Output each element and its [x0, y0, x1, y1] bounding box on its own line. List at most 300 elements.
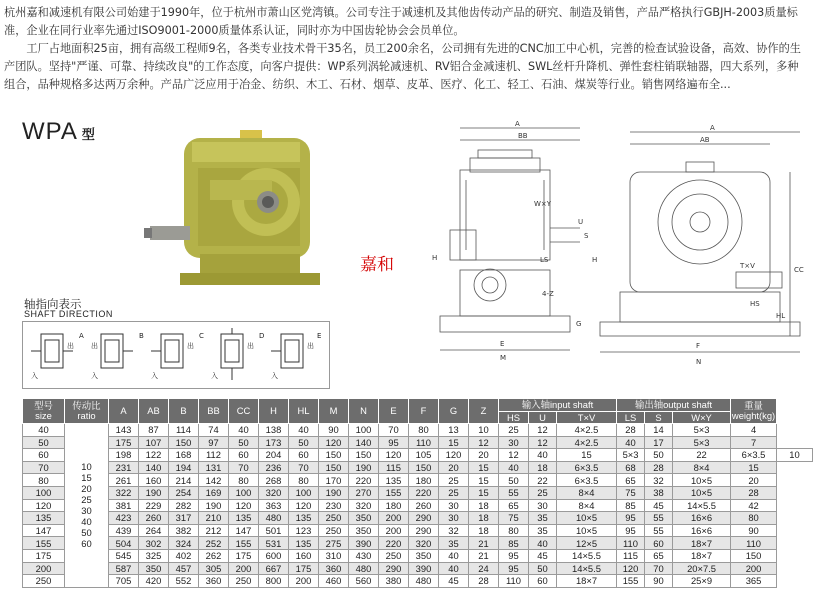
table-cell: 40: [617, 436, 645, 449]
table-cell: 381: [109, 499, 139, 512]
table-cell: 120: [289, 499, 319, 512]
ratio-value: 15: [81, 472, 92, 484]
table-cell: 70: [379, 424, 409, 437]
shaft-out-c: 出: [187, 342, 194, 350]
ratio-header: 传动比 ratio: [65, 399, 109, 424]
table-cell: 667: [259, 562, 289, 575]
table-cell: 70: [289, 461, 319, 474]
table-cell: 363: [259, 499, 289, 512]
table-row: [23, 449, 813, 462]
table-cell: 261: [109, 474, 139, 487]
table-cell: 30: [439, 512, 469, 525]
table-cell: 85: [617, 499, 645, 512]
table-cell: 190: [349, 461, 379, 474]
table-cell: 200: [379, 512, 409, 525]
model-suffix: 型: [81, 127, 96, 142]
table-cell: 160: [139, 474, 169, 487]
table-cell: 120: [617, 562, 645, 575]
table-cell: 122: [139, 449, 169, 462]
table-cell: 18: [469, 524, 499, 537]
table-row: [23, 512, 813, 525]
company-intro: [4, 4, 809, 94]
table-cell: 220: [409, 486, 439, 499]
table-cell: 35: [439, 537, 469, 550]
table-cell: 290: [379, 562, 409, 575]
table-row: [23, 486, 813, 499]
table-row: [23, 436, 813, 449]
table-cell: 531: [259, 537, 289, 550]
shaft-diagram-e: [271, 332, 321, 380]
intro-paragraph-1: 杭州嘉和减速机有限公司始建于1990年，位于杭州市萧山区党湾镇。公司专注于减速机及其他齿传动产品的研究、制造及销售，产品严格执行GBJH-2003质量标准，企业在同行业率先通过ISO9001-2000质量体系认证，同时亦为中国齿轮协会会员单位。: [4, 6, 798, 37]
table-cell: 15: [439, 436, 469, 449]
table-cell: 18: [469, 512, 499, 525]
table-cell: 250: [23, 575, 65, 588]
table-row: [23, 537, 813, 550]
table-row: [23, 499, 813, 512]
shaft-letter-c: C: [199, 332, 204, 340]
table-cell: 35: [529, 524, 557, 537]
table-cell: 150: [169, 436, 199, 449]
weight-header: 重量 weight(kg): [731, 399, 777, 424]
table-cell: 390: [349, 537, 379, 550]
table-cell: 325: [139, 549, 169, 562]
table-cell: 200: [289, 575, 319, 588]
shaft-out-d: 出: [247, 342, 254, 350]
table-cell: 40: [439, 562, 469, 575]
ratio-list-cell: [65, 424, 109, 588]
table-cell: 123: [289, 524, 319, 537]
ratio-value: 40: [81, 516, 92, 528]
table-cell: 90: [731, 524, 777, 537]
shaft-direction-diagram: [22, 321, 330, 389]
table-cell: 10×5: [557, 512, 617, 525]
table-cell: 175: [229, 549, 259, 562]
front-label-4z: 4-Z: [542, 290, 554, 298]
table-cell: 68: [617, 461, 645, 474]
table-cell: 200: [229, 562, 259, 575]
table-cell: 100: [349, 424, 379, 437]
table-cell: 552: [169, 575, 199, 588]
table-cell: 100: [289, 486, 319, 499]
table-cell: 250: [319, 524, 349, 537]
table-cell: 382: [169, 524, 199, 537]
table-cell: 150: [731, 549, 777, 562]
shaft-diagram-a: [31, 332, 84, 380]
table-cell: 80: [731, 512, 777, 525]
table-cell: 169: [199, 486, 229, 499]
table-cell: 190: [199, 499, 229, 512]
table-cell: 420: [139, 575, 169, 588]
table-cell: 120: [319, 436, 349, 449]
table-cell: 250: [319, 512, 349, 525]
ratio-value: 25: [81, 494, 92, 506]
table-cell: 55: [499, 486, 529, 499]
table-row: [23, 575, 813, 588]
table-cell: 40: [23, 424, 65, 437]
table-cell: 30: [529, 499, 557, 512]
side-label-hs: HS: [750, 300, 760, 308]
table-cell: 220: [379, 537, 409, 550]
table-cell: 80: [499, 524, 529, 537]
table-cell: 260: [139, 512, 169, 525]
table-row: [23, 562, 813, 575]
table-cell: 4×2.5: [557, 424, 617, 437]
table-cell: 60: [289, 449, 319, 462]
table-cell: 115: [379, 461, 409, 474]
shaft-diagram-d: [211, 328, 264, 380]
shaft-letter-b: B: [139, 332, 144, 340]
table-cell: 175: [289, 562, 319, 575]
table-cell: 173: [259, 436, 289, 449]
table-cell: 155: [617, 575, 645, 588]
table-cell: 212: [199, 524, 229, 537]
table-cell: 18×7: [673, 537, 731, 550]
front-label-ls: LS: [540, 256, 549, 264]
table-row: [23, 424, 813, 437]
table-cell: 40: [499, 461, 529, 474]
table-cell: 150: [319, 449, 349, 462]
table-cell: 18×7: [673, 549, 731, 562]
table-cell: 305: [199, 562, 229, 575]
table-cell: 16×6: [673, 512, 731, 525]
col-header: N: [349, 399, 379, 424]
col-header: AB: [139, 399, 169, 424]
table-cell: 50: [289, 436, 319, 449]
table-cell: 150: [409, 461, 439, 474]
table-cell: 5×3: [617, 449, 645, 462]
table-cell: 12: [529, 436, 557, 449]
table-cell: 135: [23, 512, 65, 525]
table-cell: 75: [499, 512, 529, 525]
shaft-direction-title: 轴指向表示: [24, 297, 82, 311]
shaft-out-e: 出: [307, 342, 314, 350]
table-cell: 110: [731, 537, 777, 550]
col-header: M: [319, 399, 349, 424]
table-cell: 10: [777, 449, 813, 462]
table-cell: 7: [731, 436, 777, 449]
table-cell: 170: [319, 474, 349, 487]
table-cell: 95: [617, 524, 645, 537]
table-cell: 50: [23, 436, 65, 449]
table-cell: 8×4: [557, 499, 617, 512]
table-cell: 198: [109, 449, 139, 462]
table-cell: 140: [349, 436, 379, 449]
table-cell: 310: [319, 549, 349, 562]
table-cell: 80: [23, 474, 65, 487]
table-cell: 423: [109, 512, 139, 525]
shaft-diagram-c: [151, 332, 204, 380]
table-cell: 350: [409, 549, 439, 562]
table-cell: 15: [469, 486, 499, 499]
front-label-m: M: [500, 354, 507, 362]
table-cell: 322: [109, 486, 139, 499]
table-row: [23, 461, 813, 474]
table-cell: 105: [409, 449, 439, 462]
table-cell: 13: [439, 424, 469, 437]
table-cell: 85: [499, 537, 529, 550]
table-cell: 275: [319, 537, 349, 550]
table-cell: 200: [731, 562, 777, 575]
table-cell: 15: [731, 461, 777, 474]
table-cell: 65: [499, 499, 529, 512]
col-header: BB: [199, 399, 229, 424]
table-cell: 22: [673, 449, 731, 462]
table-cell: 560: [349, 575, 379, 588]
table-cell: 402: [169, 549, 199, 562]
shaft-letter-a: A: [79, 332, 84, 340]
table-cell: 380: [379, 575, 409, 588]
table-cell: 25×9: [673, 575, 731, 588]
ratio-value: 30: [81, 505, 92, 517]
table-cell: 18×7: [557, 575, 617, 588]
table-cell: 50: [645, 449, 673, 462]
side-view-drawing: [590, 122, 812, 368]
shaft-in-d: 入: [211, 372, 218, 380]
size-header: 型号 size: [23, 399, 65, 424]
col-header: E: [379, 399, 409, 424]
table-cell: 110: [499, 575, 529, 588]
table-cell: 74: [199, 424, 229, 437]
table-cell: 143: [109, 424, 139, 437]
table-cell: 50: [229, 436, 259, 449]
table-cell: 97: [199, 436, 229, 449]
table-cell: 110: [617, 537, 645, 550]
table-cell: 32: [439, 524, 469, 537]
table-cell: 20: [469, 449, 499, 462]
ratio-value: 10: [81, 461, 92, 473]
table-cell: 194: [169, 461, 199, 474]
table-cell: 131: [199, 461, 229, 474]
output-col-header: S: [645, 412, 673, 424]
table-header-row-1: [23, 399, 813, 412]
table-cell: 65: [645, 549, 673, 562]
table-cell: 317: [169, 512, 199, 525]
table-cell: 20: [439, 461, 469, 474]
side-label-n: N: [696, 358, 702, 366]
table-cell: 18: [469, 499, 499, 512]
table-cell: 5×3: [673, 436, 731, 449]
table-cell: 55: [645, 512, 673, 525]
table-cell: 95: [379, 436, 409, 449]
side-label-f: F: [696, 342, 701, 350]
table-cell: 80: [409, 424, 439, 437]
ratio-value: 60: [81, 538, 92, 550]
table-cell: 55: [645, 524, 673, 537]
front-label-u: U: [578, 218, 584, 226]
table-cell: 40: [439, 549, 469, 562]
table-cell: 254: [169, 486, 199, 499]
table-cell: 25: [499, 424, 529, 437]
table-cell: 28: [731, 486, 777, 499]
col-header: H: [259, 399, 289, 424]
table-cell: 90: [645, 575, 673, 588]
table-cell: 155: [379, 486, 409, 499]
table-cell: 60: [645, 537, 673, 550]
table-cell: 15: [557, 449, 617, 462]
table-cell: 10: [469, 424, 499, 437]
table-cell: 320: [349, 499, 379, 512]
table-cell: 40: [289, 424, 319, 437]
table-cell: 545: [109, 549, 139, 562]
table-cell: 135: [229, 512, 259, 525]
table-cell: 95: [499, 549, 529, 562]
table-cell: 175: [109, 436, 139, 449]
table-cell: 40: [229, 424, 259, 437]
table-cell: 14×5.5: [557, 562, 617, 575]
input-col-header: U: [529, 412, 557, 424]
table-cell: 50: [529, 562, 557, 575]
model-name: WPA: [22, 118, 78, 145]
table-cell: 18: [529, 461, 557, 474]
table-cell: 282: [169, 499, 199, 512]
output-col-header: LS: [617, 412, 645, 424]
table-cell: 302: [139, 537, 169, 550]
front-view-drawing: [430, 120, 590, 366]
side-label-h: H: [592, 256, 598, 264]
table-cell: 30: [499, 436, 529, 449]
table-cell: 25: [439, 474, 469, 487]
front-label-wxy: W×Y: [534, 200, 552, 208]
table-cell: 220: [349, 474, 379, 487]
table-cell: 147: [229, 524, 259, 537]
table-cell: 460: [319, 575, 349, 588]
table-cell: 12: [469, 436, 499, 449]
table-cell: 114: [169, 424, 199, 437]
table-cell: 350: [349, 524, 379, 537]
col-header: CC: [229, 399, 259, 424]
table-cell: 10×5: [673, 486, 731, 499]
shaft-in-c: 入: [151, 372, 158, 380]
table-cell: 260: [409, 499, 439, 512]
table-cell: 190: [319, 486, 349, 499]
table-cell: 320: [409, 537, 439, 550]
col-header: HL: [289, 399, 319, 424]
front-label-s: S: [584, 232, 589, 240]
side-label-cc: CC: [794, 266, 804, 274]
table-cell: 504: [109, 537, 139, 550]
table-cell: 28: [617, 424, 645, 437]
table-cell: 28: [645, 461, 673, 474]
table-cell: 100: [229, 486, 259, 499]
table-cell: 290: [409, 512, 439, 525]
table-cell: 65: [617, 474, 645, 487]
intro-paragraph-2: 工厂占地面积25亩，拥有高级工程师9名，各类专业技术骨干35名，员工200余名，公司拥有先进的CNC加工中心机，完善的检查试验设备，高效、协作的生产团队。坚持"严谨、可靠、持续改良"的工作态度，向客户提供：WP系列涡轮减速机、RV铝合金减速机、SWL丝杆升降机、弹性套柱销联轴器，四大系列，多种组合，品种规格多达两万余种。产品广泛应用于冶金、纺织、木工、石材、烟草、皮革、医疗、化工、轻工、石油、煤炭等行业。销售网络遍布全...: [4, 42, 801, 91]
spec-table: [22, 398, 813, 588]
shaft-letter-d: D: [259, 332, 265, 340]
table-cell: 140: [139, 461, 169, 474]
side-label-a: A: [710, 124, 715, 132]
table-cell: 14×5.5: [673, 499, 731, 512]
table-cell: 32: [645, 474, 673, 487]
table-cell: 138: [259, 424, 289, 437]
shaft-in-e: 入: [271, 372, 278, 380]
table-cell: 587: [109, 562, 139, 575]
input-col-header: HS: [499, 412, 529, 424]
table-cell: 214: [169, 474, 199, 487]
ratio-value: 20: [81, 483, 92, 495]
table-cell: 150: [349, 449, 379, 462]
table-cell: 480: [259, 512, 289, 525]
output-col-header: W×Y: [673, 412, 731, 424]
table-cell: 800: [259, 575, 289, 588]
table-cell: 21: [469, 549, 499, 562]
table-cell: 107: [139, 436, 169, 449]
table-cell: 115: [617, 549, 645, 562]
table-cell: 10×5: [673, 474, 731, 487]
table-cell: 200: [379, 524, 409, 537]
table-cell: 12: [499, 449, 529, 462]
table-cell: 100: [23, 486, 65, 499]
table-cell: 264: [139, 524, 169, 537]
shaft-diagram-b: [91, 332, 144, 380]
table-cell: 365: [731, 575, 777, 588]
table-cell: 120: [439, 449, 469, 462]
table-cell: 250: [229, 575, 259, 588]
front-label-g: G: [576, 320, 582, 328]
table-cell: 45: [529, 549, 557, 562]
table-cell: 320: [259, 486, 289, 499]
table-cell: 6×3.5: [557, 461, 617, 474]
table-row: [23, 474, 813, 487]
table-cell: 350: [139, 562, 169, 575]
table-cell: 40: [529, 449, 557, 462]
model-title: [22, 118, 96, 146]
table-cell: 324: [169, 537, 199, 550]
table-cell: 5×3: [673, 424, 731, 437]
table-cell: 190: [139, 486, 169, 499]
table-cell: 290: [409, 524, 439, 537]
table-cell: 175: [23, 549, 65, 562]
front-label-bb: BB: [518, 132, 528, 140]
table-cell: 180: [379, 499, 409, 512]
table-cell: 75: [617, 486, 645, 499]
table-cell: 262: [199, 549, 229, 562]
table-cell: 390: [409, 562, 439, 575]
table-cell: 12: [529, 424, 557, 437]
shaft-in-b: 入: [91, 372, 98, 380]
table-cell: 200: [23, 562, 65, 575]
col-header: B: [169, 399, 199, 424]
table-cell: 160: [289, 549, 319, 562]
table-cell: 480: [409, 575, 439, 588]
table-cell: 21: [469, 537, 499, 550]
table-cell: 45: [645, 499, 673, 512]
table-cell: 480: [349, 562, 379, 575]
front-label-e: E: [500, 340, 505, 348]
table-cell: 70: [645, 562, 673, 575]
table-cell: 268: [259, 474, 289, 487]
shaft-direction-subtitle: SHAFT DIRECTION: [24, 309, 113, 319]
table-cell: 360: [319, 562, 349, 575]
table-cell: 60: [23, 449, 65, 462]
table-cell: 87: [139, 424, 169, 437]
table-cell: 20: [731, 474, 777, 487]
table-cell: 360: [199, 575, 229, 588]
shaft-out-a: 出: [67, 342, 74, 350]
table-row: [23, 549, 813, 562]
table-cell: 10×5: [557, 524, 617, 537]
table-cell: 270: [349, 486, 379, 499]
table-cell: 120: [379, 449, 409, 462]
table-cell: 120: [23, 499, 65, 512]
table-cell: 501: [259, 524, 289, 537]
ratio-value: 50: [81, 527, 92, 539]
table-cell: 8×4: [557, 486, 617, 499]
table-cell: 25: [439, 486, 469, 499]
table-cell: 45: [439, 575, 469, 588]
table-cell: 15: [469, 461, 499, 474]
table-cell: 457: [169, 562, 199, 575]
